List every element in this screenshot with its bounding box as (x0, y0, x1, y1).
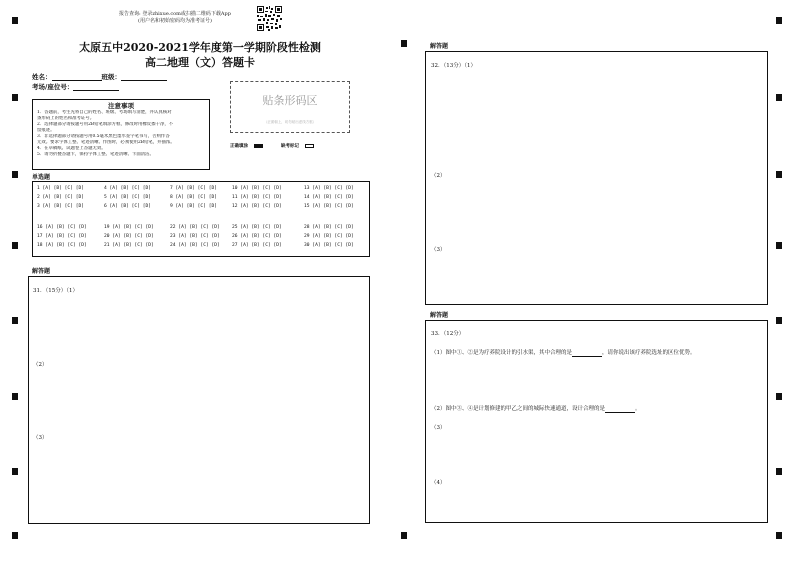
mcq-question-11[interactable]: 11 [A] [B] [C] [D] (232, 195, 282, 200)
timing-mark (12, 94, 18, 101)
timing-mark (776, 242, 782, 249)
q33-part2 (431, 406, 641, 413)
notice-line: 5．请勿折叠答题卡，保持字体工整、笔迹清晰、卡面清洁。 (37, 152, 154, 157)
timing-mark (401, 532, 407, 539)
q33-blank-2[interactable] (605, 406, 635, 413)
name-field[interactable] (52, 72, 102, 81)
timing-mark (12, 317, 18, 324)
absent-checkbox[interactable] (305, 144, 314, 148)
notice-title: 注意事项 (108, 102, 134, 110)
q32-part3: （3） (431, 247, 446, 253)
mcq-question-7[interactable]: 7 [A] [B] [C] [D] (170, 186, 218, 191)
name-class-row (32, 72, 167, 81)
mcq-question-30[interactable]: 30 [A] [B] [C] [D] (304, 243, 354, 248)
mcq-question-25[interactable]: 25 [A] [B] [C] [D] (232, 225, 282, 230)
answer-section-label: 解答题 (430, 312, 449, 319)
notice-line: 留痕迹。 (37, 128, 55, 133)
mcq-question-14[interactable]: 14 [A] [B] [C] [D] (304, 195, 354, 200)
correct-fill-label: 正确填涂 (230, 143, 248, 149)
class-field[interactable] (121, 72, 167, 81)
exam-seat-field[interactable] (73, 82, 119, 91)
exam-seat-row (32, 82, 119, 91)
absent-mark-label: 缺考标记 (281, 143, 299, 149)
q33-part4: （4） (431, 480, 446, 486)
exam-subtitle: 高二地理（文）答题卡 (145, 56, 255, 69)
barcode-label: 贴条形码区 (262, 94, 318, 107)
mcq-question-6[interactable]: 6 [A] [B] [C] [D] (104, 204, 152, 209)
timing-mark (12, 393, 18, 400)
answer-section-label: 解答题 (32, 268, 51, 275)
timing-mark (776, 317, 782, 324)
mcq-question-21[interactable]: 21 [A] [B] [C] [D] (104, 243, 154, 248)
mcq-question-28[interactable]: 28 [A] [B] [C] [D] (304, 225, 354, 230)
mcq-question-23[interactable]: 23 [A] [B] [C] [D] (170, 234, 220, 239)
mcq-question-16[interactable]: 16 [A] [B] [C] [D] (37, 225, 87, 230)
mcq-question-12[interactable]: 12 [A] [B] [C] [D] (232, 204, 282, 209)
barcode-instruction: （正面朝上，切勿贴出虚线方框） (263, 120, 317, 124)
timing-mark (776, 171, 782, 178)
q31-heading: 31．（15分）（1） (33, 288, 78, 294)
mcq-question-22[interactable]: 22 [A] [B] [C] [D] (170, 225, 220, 230)
mcq-question-4[interactable]: 4 [A] [B] [C] [D] (104, 186, 152, 191)
q33-part1-text: （1）图中①、②是为疗养院设计的引水渠，其中合理的是 (431, 350, 573, 356)
mcq-question-8[interactable]: 8 [A] [B] [C] [D] (170, 195, 218, 200)
notice-line: 3．非选择题部分请按题号用0.5毫米黑色墨水签字笔书写，否则作答 (37, 134, 170, 139)
mcq-question-24[interactable]: 24 [A] [B] [C] [D] (170, 243, 220, 248)
mcq-question-1[interactable]: 1 [A] [B] [C] [D] (37, 186, 85, 191)
timing-mark (776, 468, 782, 475)
mcq-question-3[interactable]: 3 [A] [B] [C] [D] (37, 204, 85, 209)
name-label: 姓名： (32, 73, 52, 81)
q33-answer-box[interactable] (425, 320, 768, 523)
registration-mark (776, 17, 782, 24)
notice-box (32, 99, 210, 170)
registration-mark (12, 17, 18, 24)
mcq-question-27[interactable]: 27 [A] [B] [C] [D] (232, 243, 282, 248)
timing-mark (776, 393, 782, 400)
q32-part2: （2） (431, 173, 446, 179)
mcq-question-2[interactable]: 2 [A] [B] [C] [D] (37, 195, 85, 200)
class-label: 班级： (101, 73, 121, 81)
mcq-grid (32, 181, 370, 257)
mcq-question-19[interactable]: 19 [A] [B] [C] [D] (104, 225, 154, 230)
timing-mark (776, 94, 782, 101)
q33-part3: （3） (431, 425, 446, 431)
q33-blank-1[interactable] (572, 350, 602, 357)
mcq-question-18[interactable]: 18 [A] [B] [C] [D] (37, 243, 87, 248)
mcq-question-9[interactable]: 9 [A] [B] [C] [D] (170, 204, 218, 209)
mcq-question-17[interactable]: 17 [A] [B] [C] [D] (37, 234, 87, 239)
mcq-question-15[interactable]: 15 [A] [B] [C] [D] (304, 204, 354, 209)
notice-line: 1．答题前，考生先将自己的姓名、班级、考场填写清楚，并认真核对 (37, 110, 172, 115)
q32-answer-box[interactable] (425, 51, 768, 305)
qr-code-icon (257, 6, 282, 31)
mcq-question-26[interactable]: 26 [A] [B] [C] [D] (232, 234, 282, 239)
q33-part2-text: （2）图中③、④是计划修建的甲乙之间的城际快速通道，设计合理的是 (431, 406, 606, 412)
timing-mark (12, 171, 18, 178)
mcq-question-13[interactable]: 13 [A] [B] [C] [D] (304, 186, 354, 191)
mcq-question-20[interactable]: 20 [A] [B] [C] [D] (104, 234, 154, 239)
timing-mark (12, 242, 18, 249)
notice-line: 2．选择题部分请按题号用2B铅笔填涂方框，修改时用橡皮擦干净，不 (37, 122, 174, 127)
mcq-question-5[interactable]: 5 [A] [B] [C] [D] (104, 195, 152, 200)
fill-legend (230, 141, 350, 150)
answer-section-label: 解答题 (430, 43, 449, 50)
barcode-area (230, 81, 350, 133)
mcq-section-label: 单选题 (32, 174, 51, 181)
mcq-question-29[interactable]: 29 [A] [B] [C] [D] (304, 234, 354, 239)
timing-mark (401, 40, 407, 47)
mcq-question-10[interactable]: 10 [A] [B] [C] [D] (232, 186, 282, 191)
registration-mark (776, 532, 782, 539)
q32-heading: 32．（13分）（1） (431, 63, 476, 69)
registration-mark (12, 532, 18, 539)
notice-line: 条形码上的姓名和准考证号。 (37, 116, 95, 121)
notice-line: 4．在草稿纸、试题卷上答题无效。 (37, 146, 106, 151)
exam-title: 太原五中2020-2021学年度第一学期阶段性检测 (79, 41, 321, 54)
q31-part2: （2） (33, 362, 48, 368)
report-query-text: 报告查询: 登录zhixue.com或扫描二维码下载App (119, 11, 231, 17)
q33-part2-text-end: 。 (635, 406, 641, 412)
q33-heading: 33．（12分） (431, 331, 465, 337)
filled-box-icon (254, 144, 263, 148)
q33-part1 (431, 350, 696, 357)
q31-answer-box[interactable] (28, 276, 370, 524)
timing-mark (12, 468, 18, 475)
exam-seat-label: 考场/座位号： (32, 83, 74, 91)
login-hint-text: (用户名和初始密码均为准考证号) (138, 18, 212, 24)
q31-part3: （3） (33, 435, 48, 441)
q33-part1-text-end: ，请你说出该疗养院选址的区位优势。 (602, 350, 696, 356)
notice-line: 无效。要求字体工整、笔迹清晰。作图时，必须使用2B铅笔，并描浓。 (37, 140, 175, 145)
